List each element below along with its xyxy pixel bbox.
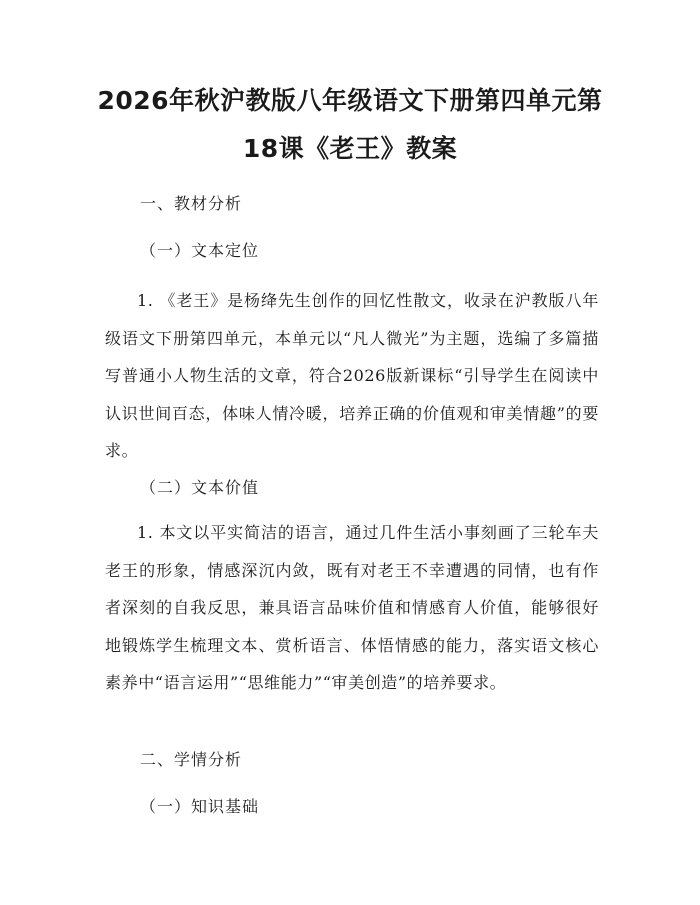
document-title-line-2: 18课《老王》教案 xyxy=(242,134,458,163)
subsection-heading-text-positioning: （一）文本定位 xyxy=(140,241,260,260)
section-heading-student-analysis: 二、学情分析 xyxy=(140,750,243,769)
subsection-heading-text-value: （二）文本价值 xyxy=(140,478,260,497)
paragraph-text-positioning: 1. 《老王》是杨绛先生创作的回忆性散文，收录在沪教版八年级语文下册第四单元，本单元以“凡人微光”为主题，选编了多篇描写普通小人物生活的文章，符合2026版新课标“引导学生在阅读中认识世间百态，体味人情冷暖，培养正确的价值观和审美情趣”的要求。 xyxy=(105,291,599,460)
section-heading-textbook-analysis: 一、教材分析 xyxy=(140,194,243,213)
paragraph-text-value: 1. 本文以平实简洁的语言，通过几件生活小事刻画了三轮车夫老王的形象，情感深沉内敛，既有对老王不幸遭遇的同情，也有作者深刻的自我反思，兼具语言品味价值和情感育人价值，能够很好地锻炼学生梳理文本、赏析语言、体悟情感的能力，落实语文核心素养中“语言运用”“思维能力”“审美创造”的培养要求。 xyxy=(105,523,599,692)
document-title-line-1: 2026年秋沪教版八年级语文下册第四单元第 xyxy=(97,86,603,115)
subsection-heading-knowledge-base: （一）知识基础 xyxy=(140,797,260,816)
